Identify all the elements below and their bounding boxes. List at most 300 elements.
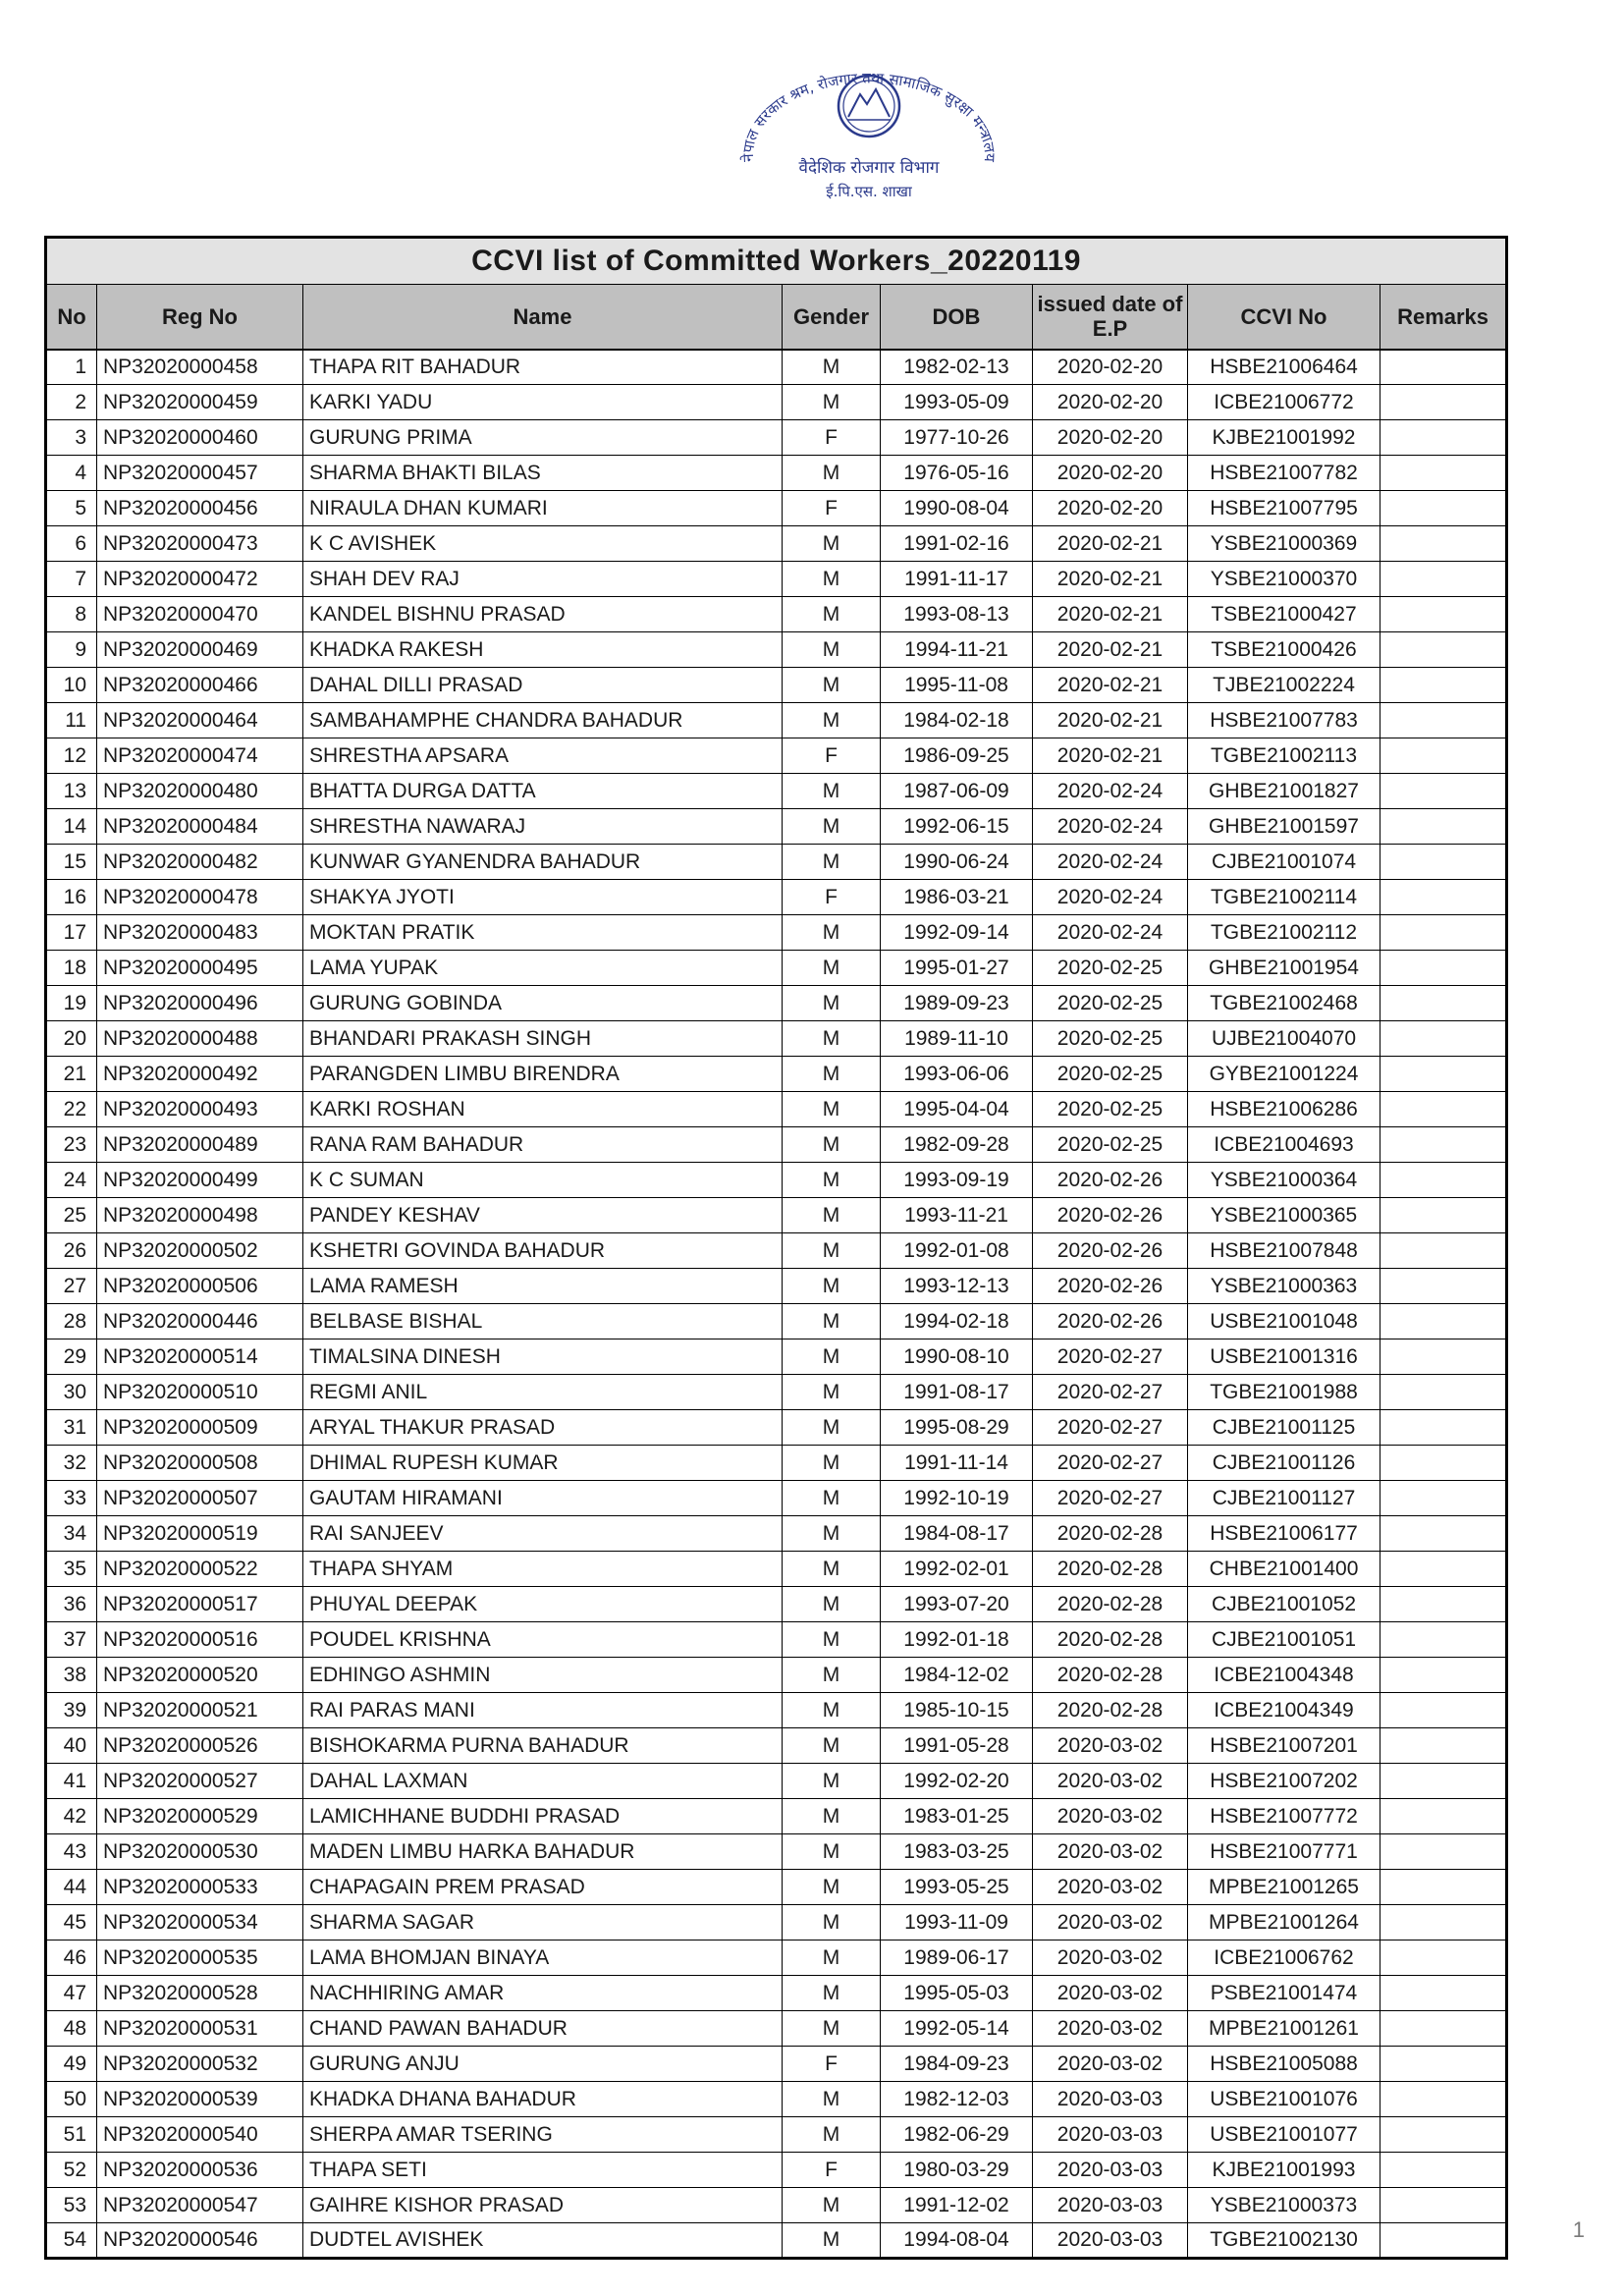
cell-remarks: [1380, 1233, 1507, 1269]
cell-name: THAPA SETI: [303, 2153, 783, 2188]
cell-dob: 1992-02-20: [881, 1764, 1033, 1799]
cell-name: SHRESTHA APSARA: [303, 738, 783, 774]
cell-ccvi-no: ICBE21006772: [1188, 385, 1380, 420]
cell-issued-date: 2020-02-21: [1033, 562, 1188, 597]
cell-issued-date: 2020-02-26: [1033, 1304, 1188, 1339]
cell-dob: 1995-01-27: [881, 951, 1033, 986]
cell-ccvi-no: TSBE21000427: [1188, 597, 1380, 632]
page-number: 1: [1572, 2217, 1585, 2242]
cell-issued-date: 2020-02-27: [1033, 1446, 1188, 1481]
table-row: [46, 385, 1507, 420]
cell-reg-no: NP32020000483: [97, 915, 303, 951]
cell-issued-date: 2020-02-28: [1033, 1658, 1188, 1693]
table-row: [46, 2153, 1507, 2188]
cell-gender: M: [783, 1163, 881, 1198]
cell-issued-date: 2020-03-02: [1033, 1728, 1188, 1764]
cell-gender: M: [783, 845, 881, 880]
cell-gender: M: [783, 456, 881, 491]
cell-remarks: [1380, 385, 1507, 420]
cell-remarks: [1380, 1728, 1507, 1764]
cell-reg-no: NP32020000528: [97, 1976, 303, 2011]
cell-issued-date: 2020-02-27: [1033, 1375, 1188, 1410]
table-row: [46, 2047, 1507, 2082]
cell-reg-no: NP32020000488: [97, 1021, 303, 1057]
cell-dob: 1991-12-02: [881, 2188, 1033, 2223]
table-row: [46, 668, 1507, 703]
cell-reg-no: NP32020000482: [97, 845, 303, 880]
table-row: [46, 1339, 1507, 1375]
cell-gender: M: [783, 1198, 881, 1233]
cell-reg-no: NP32020000517: [97, 1587, 303, 1622]
cell-ccvi-no: USBE21001316: [1188, 1339, 1380, 1375]
cell-dob: 1993-11-09: [881, 1905, 1033, 1941]
cell-remarks: [1380, 986, 1507, 1021]
cell-name: DAHAL DILLI PRASAD: [303, 668, 783, 703]
cell-no: 52: [46, 2153, 97, 2188]
cell-gender: M: [783, 562, 881, 597]
cell-issued-date: 2020-02-24: [1033, 915, 1188, 951]
cell-no: 15: [46, 845, 97, 880]
cell-reg-no: NP32020000530: [97, 1834, 303, 1870]
table-row: [46, 2117, 1507, 2153]
table-row: [46, 915, 1507, 951]
cell-dob: 1976-05-16: [881, 456, 1033, 491]
cell-ccvi-no: CJBE21001127: [1188, 1481, 1380, 1516]
cell-name: PHUYAL DEEPAK: [303, 1587, 783, 1622]
cell-issued-date: 2020-03-02: [1033, 1976, 1188, 2011]
table-row: [46, 597, 1507, 632]
cell-ccvi-no: TGBE21002468: [1188, 986, 1380, 1021]
cell-dob: 1994-11-21: [881, 632, 1033, 668]
cell-gender: M: [783, 1233, 881, 1269]
cell-no: 48: [46, 2011, 97, 2047]
cell-reg-no: NP32020000516: [97, 1622, 303, 1658]
cell-reg-no: NP32020000510: [97, 1375, 303, 1410]
table-row: [46, 1693, 1507, 1728]
cell-gender: M: [783, 1339, 881, 1375]
cell-issued-date: 2020-03-03: [1033, 2082, 1188, 2117]
cell-remarks: [1380, 1375, 1507, 1410]
cell-no: 27: [46, 1269, 97, 1304]
cell-name: LAMA RAMESH: [303, 1269, 783, 1304]
cell-name: SHAKYA JYOTI: [303, 880, 783, 915]
seal-ring-text: नेपाल सरकार श्रम, रोजगार तथा सामाजिक सुरक्षा मन्त्रालय: [738, 69, 1000, 163]
cell-remarks: [1380, 915, 1507, 951]
cell-reg-no: NP32020000540: [97, 2117, 303, 2153]
cell-name: SHAH DEV RAJ: [303, 562, 783, 597]
cell-issued-date: 2020-02-25: [1033, 951, 1188, 986]
cell-no: 38: [46, 1658, 97, 1693]
cell-remarks: [1380, 1163, 1507, 1198]
cell-issued-date: 2020-02-27: [1033, 1339, 1188, 1375]
cell-remarks: [1380, 1799, 1507, 1834]
cell-ccvi-no: CJBE21001074: [1188, 845, 1380, 880]
cell-dob: 1984-08-17: [881, 1516, 1033, 1552]
cell-gender: M: [783, 2011, 881, 2047]
cell-name: GAUTAM HIRAMANI: [303, 1481, 783, 1516]
cell-issued-date: 2020-03-02: [1033, 1941, 1188, 1976]
cell-no: 8: [46, 597, 97, 632]
cell-dob: 1984-02-18: [881, 703, 1033, 738]
cell-issued-date: 2020-02-20: [1033, 420, 1188, 456]
seal-branch-text: ई.पि.एस. शाखा: [826, 183, 912, 200]
cell-no: 51: [46, 2117, 97, 2153]
cell-issued-date: 2020-02-21: [1033, 632, 1188, 668]
cell-reg-no: NP32020000508: [97, 1446, 303, 1481]
table-row: [46, 845, 1507, 880]
cell-dob: 1977-10-26: [881, 420, 1033, 456]
cell-remarks: [1380, 2082, 1507, 2117]
cell-issued-date: 2020-02-26: [1033, 1233, 1188, 1269]
table-row: [46, 1516, 1507, 1552]
cell-name: SHERPA AMAR TSERING: [303, 2117, 783, 2153]
cell-dob: 1991-08-17: [881, 1375, 1033, 1410]
cell-ccvi-no: TGBE21002114: [1188, 880, 1380, 915]
cell-ccvi-no: GHBE21001597: [1188, 809, 1380, 845]
cell-ccvi-no: YSBE21000370: [1188, 562, 1380, 597]
table-row: [46, 809, 1507, 845]
cell-gender: M: [783, 1516, 881, 1552]
cell-name: KARKI ROSHAN: [303, 1092, 783, 1127]
cell-dob: 1991-05-28: [881, 1728, 1033, 1764]
cell-no: 14: [46, 809, 97, 845]
cell-dob: 1980-03-29: [881, 2153, 1033, 2188]
cell-reg-no: NP32020000531: [97, 2011, 303, 2047]
table-row: [46, 2223, 1507, 2259]
cell-remarks: [1380, 1587, 1507, 1622]
column-header-gender: Gender: [783, 285, 881, 350]
cell-remarks: [1380, 1057, 1507, 1092]
cell-remarks: [1380, 668, 1507, 703]
cell-ccvi-no: KJBE21001993: [1188, 2153, 1380, 2188]
cell-issued-date: 2020-02-24: [1033, 809, 1188, 845]
cell-reg-no: NP32020000506: [97, 1269, 303, 1304]
cell-name: LAMA BHOMJAN BINAYA: [303, 1941, 783, 1976]
column-header-remarks: Remarks: [1380, 285, 1507, 350]
column-header-no: No: [46, 285, 97, 350]
seal-dept-text: वैदेशिक रोजगार विभाग: [798, 158, 940, 178]
cell-gender: M: [783, 809, 881, 845]
cell-dob: 1982-06-29: [881, 2117, 1033, 2153]
cell-reg-no: NP32020000446: [97, 1304, 303, 1339]
cell-dob: 1993-08-13: [881, 597, 1033, 632]
cell-ccvi-no: HSBE21007782: [1188, 456, 1380, 491]
table-row: [46, 1552, 1507, 1587]
cell-name: GAIHRE KISHOR PRASAD: [303, 2188, 783, 2223]
cell-no: 13: [46, 774, 97, 809]
cell-reg-no: NP32020000527: [97, 1764, 303, 1799]
cell-issued-date: 2020-02-20: [1033, 385, 1188, 420]
cell-ccvi-no: ICBE21004349: [1188, 1693, 1380, 1728]
table-row: [46, 880, 1507, 915]
cell-no: 6: [46, 526, 97, 562]
cell-gender: M: [783, 1834, 881, 1870]
cell-remarks: [1380, 1127, 1507, 1163]
cell-gender: M: [783, 1905, 881, 1941]
cell-dob: 1991-02-16: [881, 526, 1033, 562]
cell-reg-no: NP32020000502: [97, 1233, 303, 1269]
cell-gender: M: [783, 1764, 881, 1799]
cell-remarks: [1380, 1198, 1507, 1233]
cell-no: 10: [46, 668, 97, 703]
cell-reg-no: NP32020000484: [97, 809, 303, 845]
cell-reg-no: NP32020000536: [97, 2153, 303, 2188]
cell-issued-date: 2020-02-27: [1033, 1481, 1188, 1516]
table-row: [46, 1021, 1507, 1057]
seal-emblem-inner-circle: [843, 81, 894, 132]
cell-remarks: [1380, 2188, 1507, 2223]
cell-reg-no: NP32020000514: [97, 1339, 303, 1375]
cell-remarks: [1380, 1764, 1507, 1799]
cell-gender: M: [783, 1269, 881, 1304]
cell-dob: 1982-12-03: [881, 2082, 1033, 2117]
cell-dob: 1991-11-14: [881, 1446, 1033, 1481]
cell-remarks: [1380, 456, 1507, 491]
cell-issued-date: 2020-02-24: [1033, 845, 1188, 880]
cell-issued-date: 2020-03-02: [1033, 1799, 1188, 1834]
cell-issued-date: 2020-02-28: [1033, 1552, 1188, 1587]
table-row: [46, 526, 1507, 562]
table-row: [46, 1057, 1507, 1092]
cell-dob: 1984-12-02: [881, 1658, 1033, 1693]
cell-no: 43: [46, 1834, 97, 1870]
cell-gender: M: [783, 915, 881, 951]
cell-reg-no: NP32020000456: [97, 491, 303, 526]
cell-gender: M: [783, 951, 881, 986]
cell-remarks: [1380, 951, 1507, 986]
cell-ccvi-no: ICBE21006762: [1188, 1941, 1380, 1976]
cell-issued-date: 2020-02-27: [1033, 1410, 1188, 1446]
ccvi-table: [44, 236, 1508, 2260]
cell-issued-date: 2020-02-20: [1033, 491, 1188, 526]
cell-dob: 1991-11-17: [881, 562, 1033, 597]
table-row: [46, 1481, 1507, 1516]
cell-dob: 1995-04-04: [881, 1092, 1033, 1127]
cell-issued-date: 2020-03-03: [1033, 2188, 1188, 2223]
cell-no: 40: [46, 1728, 97, 1764]
table-row: [46, 1905, 1507, 1941]
table-row: [46, 1870, 1507, 1905]
cell-remarks: [1380, 562, 1507, 597]
cell-dob: 1990-08-10: [881, 1339, 1033, 1375]
cell-ccvi-no: TGBE21002130: [1188, 2223, 1380, 2259]
cell-reg-no: NP32020000464: [97, 703, 303, 738]
cell-issued-date: 2020-02-25: [1033, 1021, 1188, 1057]
cell-name: KHADKA DHANA BAHADUR: [303, 2082, 783, 2117]
cell-gender: M: [783, 986, 881, 1021]
cell-reg-no: NP32020000478: [97, 880, 303, 915]
cell-dob: 1992-02-01: [881, 1552, 1033, 1587]
cell-gender: M: [783, 1622, 881, 1658]
cell-no: 30: [46, 1375, 97, 1410]
table-body: [46, 350, 1507, 2259]
cell-gender: M: [783, 774, 881, 809]
cell-no: 20: [46, 1021, 97, 1057]
table-row: [46, 1941, 1507, 1976]
cell-name: GURUNG ANJU: [303, 2047, 783, 2082]
cell-gender: M: [783, 1552, 881, 1587]
cell-issued-date: 2020-03-03: [1033, 2117, 1188, 2153]
cell-remarks: [1380, 845, 1507, 880]
cell-no: 41: [46, 1764, 97, 1799]
cell-reg-no: NP32020000472: [97, 562, 303, 597]
cell-ccvi-no: ICBE21004348: [1188, 1658, 1380, 1693]
cell-no: 21: [46, 1057, 97, 1092]
cell-reg-no: NP32020000547: [97, 2188, 303, 2223]
cell-name: BHANDARI PRAKASH SINGH: [303, 1021, 783, 1057]
table-row: [46, 1446, 1507, 1481]
cell-gender: M: [783, 1092, 881, 1127]
cell-issued-date: 2020-02-21: [1033, 597, 1188, 632]
table-row: [46, 632, 1507, 668]
table-header-row: [46, 285, 1507, 350]
cell-gender: M: [783, 1870, 881, 1905]
cell-gender: M: [783, 1481, 881, 1516]
table-row: [46, 951, 1507, 986]
cell-dob: 1986-09-25: [881, 738, 1033, 774]
table-row: [46, 491, 1507, 526]
cell-name: NACHHIRING AMAR: [303, 1976, 783, 2011]
cell-reg-no: NP32020000499: [97, 1163, 303, 1198]
cell-no: 2: [46, 385, 97, 420]
cell-name: RAI SANJEEV: [303, 1516, 783, 1552]
cell-remarks: [1380, 1516, 1507, 1552]
cell-ccvi-no: TGBE21002112: [1188, 915, 1380, 951]
cell-ccvi-no: CJBE21001052: [1188, 1587, 1380, 1622]
cell-ccvi-no: HSBE21007202: [1188, 1764, 1380, 1799]
cell-no: 18: [46, 951, 97, 986]
cell-name: CHAND PAWAN BAHADUR: [303, 2011, 783, 2047]
table-row: [46, 2082, 1507, 2117]
cell-dob: 1993-07-20: [881, 1587, 1033, 1622]
cell-gender: F: [783, 2047, 881, 2082]
cell-dob: 1994-08-04: [881, 2223, 1033, 2259]
cell-no: 24: [46, 1163, 97, 1198]
cell-gender: M: [783, 1375, 881, 1410]
cell-name: MADEN LIMBU HARKA BAHADUR: [303, 1834, 783, 1870]
cell-remarks: [1380, 632, 1507, 668]
cell-no: 44: [46, 1870, 97, 1905]
cell-ccvi-no: HSBE21006286: [1188, 1092, 1380, 1127]
cell-ccvi-no: PSBE21001474: [1188, 1976, 1380, 2011]
cell-issued-date: 2020-03-02: [1033, 1764, 1188, 1799]
cell-gender: M: [783, 1057, 881, 1092]
cell-remarks: [1380, 1410, 1507, 1446]
cell-reg-no: NP32020000496: [97, 986, 303, 1021]
cell-ccvi-no: KJBE21001992: [1188, 420, 1380, 456]
cell-remarks: [1380, 526, 1507, 562]
cell-gender: M: [783, 2117, 881, 2153]
table-row: [46, 1198, 1507, 1233]
cell-ccvi-no: UJBE21004070: [1188, 1021, 1380, 1057]
table-row: [46, 1834, 1507, 1870]
cell-name: POUDEL KRISHNA: [303, 1622, 783, 1658]
cell-name: BHATTA DURGA DATTA: [303, 774, 783, 809]
cell-no: 19: [46, 986, 97, 1021]
cell-remarks: [1380, 809, 1507, 845]
cell-issued-date: 2020-02-25: [1033, 986, 1188, 1021]
cell-name: EDHINGO ASHMIN: [303, 1658, 783, 1693]
cell-no: 39: [46, 1693, 97, 1728]
cell-issued-date: 2020-03-02: [1033, 2047, 1188, 2082]
cell-name: LAMA YUPAK: [303, 951, 783, 986]
table-row: [46, 738, 1507, 774]
column-header-name: Name: [303, 285, 783, 350]
cell-ccvi-no: ICBE21004693: [1188, 1127, 1380, 1163]
cell-gender: M: [783, 1693, 881, 1728]
cell-issued-date: 2020-02-28: [1033, 1587, 1188, 1622]
cell-reg-no: NP32020000534: [97, 1905, 303, 1941]
cell-dob: 1989-09-23: [881, 986, 1033, 1021]
cell-issued-date: 2020-03-03: [1033, 2153, 1188, 2188]
cell-remarks: [1380, 2047, 1507, 2082]
cell-dob: 1983-03-25: [881, 1834, 1033, 1870]
cell-name: KANDEL BISHNU PRASAD: [303, 597, 783, 632]
table-row: [46, 703, 1507, 738]
cell-remarks: [1380, 1304, 1507, 1339]
table-row: [46, 1375, 1507, 1410]
cell-reg-no: NP32020000526: [97, 1728, 303, 1764]
mountain-icon: [848, 89, 890, 117]
cell-no: 12: [46, 738, 97, 774]
cell-issued-date: 2020-02-28: [1033, 1516, 1188, 1552]
cell-reg-no: NP32020000480: [97, 774, 303, 809]
cell-dob: 1985-10-15: [881, 1693, 1033, 1728]
cell-ccvi-no: GHBE21001954: [1188, 951, 1380, 986]
cell-dob: 1987-06-09: [881, 774, 1033, 809]
cell-remarks: [1380, 1834, 1507, 1870]
cell-dob: 1982-09-28: [881, 1127, 1033, 1163]
cell-remarks: [1380, 1446, 1507, 1481]
cell-name: TIMALSINA DINESH: [303, 1339, 783, 1375]
cell-issued-date: 2020-02-26: [1033, 1269, 1188, 1304]
cell-name: BELBASE BISHAL: [303, 1304, 783, 1339]
cell-dob: 1992-05-14: [881, 2011, 1033, 2047]
cell-remarks: [1380, 1693, 1507, 1728]
table-row: [46, 1163, 1507, 1198]
cell-name: KUNWAR GYANENDRA BAHADUR: [303, 845, 783, 880]
cell-gender: M: [783, 597, 881, 632]
cell-name: PANDEY KESHAV: [303, 1198, 783, 1233]
table-row: [46, 1127, 1507, 1163]
cell-no: 50: [46, 2082, 97, 2117]
cell-issued-date: 2020-03-02: [1033, 1870, 1188, 1905]
cell-no: 9: [46, 632, 97, 668]
table-row: [46, 350, 1507, 385]
cell-no: 42: [46, 1799, 97, 1834]
cell-reg-no: NP32020000489: [97, 1127, 303, 1163]
cell-name: K C SUMAN: [303, 1163, 783, 1198]
cell-remarks: [1380, 420, 1507, 456]
cell-ccvi-no: CHBE21001400: [1188, 1552, 1380, 1587]
cell-ccvi-no: YSBE21000364: [1188, 1163, 1380, 1198]
cell-no: 34: [46, 1516, 97, 1552]
cell-no: 46: [46, 1941, 97, 1976]
cell-reg-no: NP32020000492: [97, 1057, 303, 1092]
table-title: CCVI list of Committed Workers_20220119: [46, 238, 1507, 285]
cell-name: SAMBAHAMPHE CHANDRA BAHADUR: [303, 703, 783, 738]
cell-issued-date: 2020-02-26: [1033, 1163, 1188, 1198]
cell-reg-no: NP32020000473: [97, 526, 303, 562]
cell-dob: 1995-11-08: [881, 668, 1033, 703]
cell-issued-date: 2020-02-21: [1033, 526, 1188, 562]
cell-reg-no: NP32020000519: [97, 1516, 303, 1552]
cell-issued-date: 2020-03-02: [1033, 2011, 1188, 2047]
cell-no: 47: [46, 1976, 97, 2011]
cell-gender: M: [783, 2223, 881, 2259]
cell-dob: 1992-10-19: [881, 1481, 1033, 1516]
cell-name: THAPA SHYAM: [303, 1552, 783, 1587]
